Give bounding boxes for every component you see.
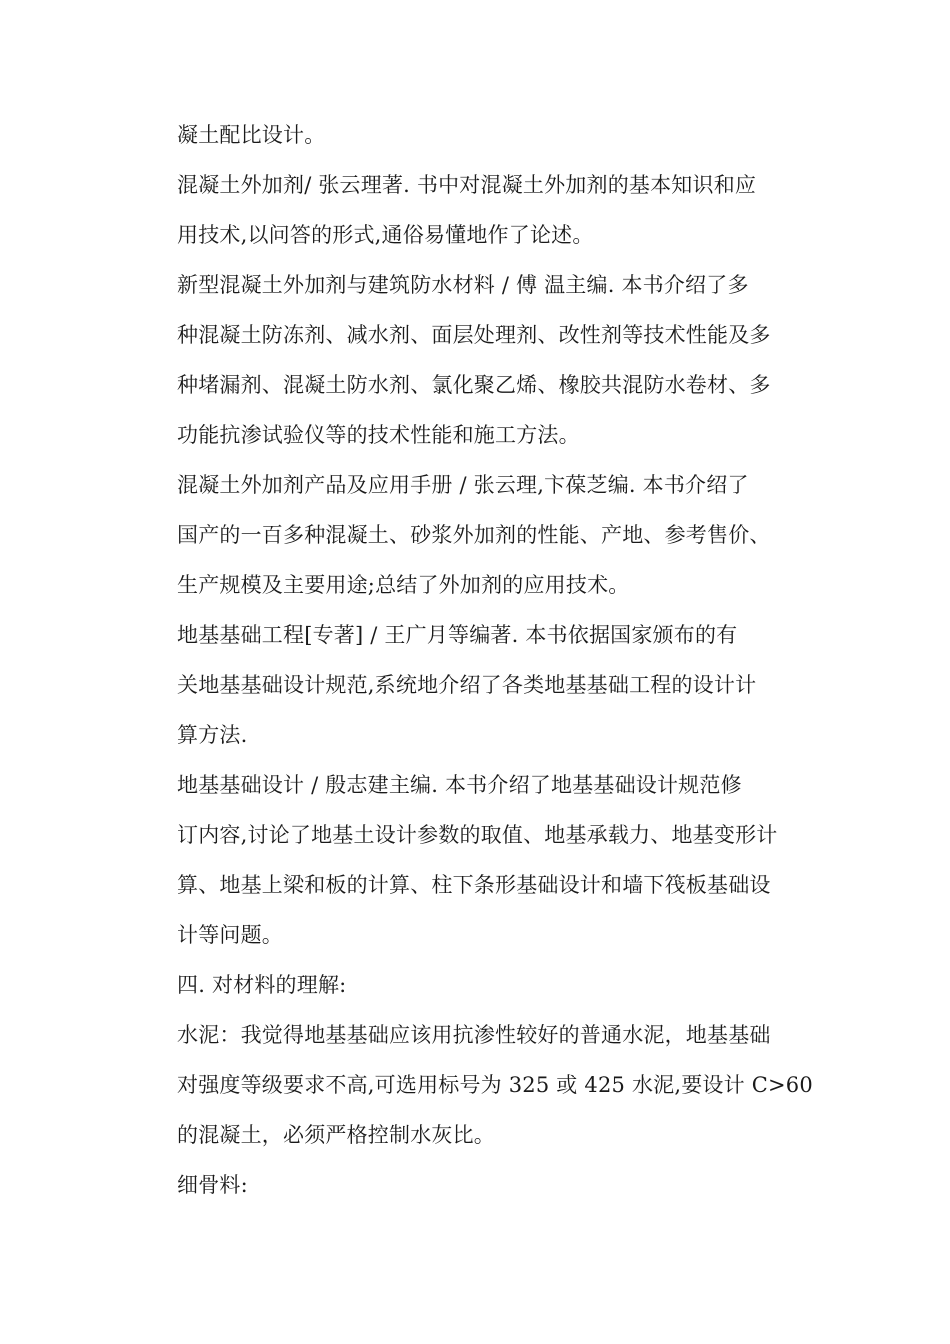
- text-line: 凝土配比设计。: [177, 123, 326, 147]
- text-line: 新型混凝土外加剂与建筑防水材料 / 傅 温主编. 本书介绍了多: [177, 273, 749, 297]
- text-line: 功能抗渗试验仪等的技术性能和施工方法。: [177, 423, 580, 447]
- text-line: 关地基基础设计规范,系统地介绍了各类地基基础工程的设计计: [177, 673, 757, 697]
- text-line: 用技术,以问答的形式,通俗易懂地作了论述。: [177, 223, 594, 247]
- text-line: 国产的一百多种混凝土、砂浆外加剂的性能、产地、参考售价、: [177, 523, 771, 547]
- text-line: 生产规模及主要用途;总结了外加剂的应用技术。: [177, 573, 630, 597]
- section-heading: 四. 对材料的理解:: [177, 973, 347, 997]
- text-line: 地基基础工程[专著] / 王广月等编著. 本书依据国家颁布的有: [177, 623, 738, 647]
- text-line: 种混凝土防冻剂、减水剂、面层处理剂、改性剂等技术性能及多: [177, 323, 771, 347]
- text-line: 算、地基上梁和板的计算、柱下条形基础设计和墙下筏板基础设: [177, 873, 771, 897]
- text-line: 混凝土外加剂产品及应用手册 / 张云理,卞葆芝编. 本书介绍了: [177, 473, 749, 497]
- text-line: 混凝土外加剂/ 张云理著. 书中对混凝土外加剂的基本知识和应: [177, 173, 757, 197]
- text-line: 的混凝土，必须严格控制水灰比。: [177, 1123, 495, 1147]
- text-line: 对强度等级要求不高,可选用标号为 325 或 425 水泥,要设计 C>60: [177, 1073, 813, 1097]
- text-line: 细骨料:: [177, 1173, 248, 1197]
- text-line: 计等问题。: [177, 923, 283, 947]
- text-line: 算方法.: [177, 723, 248, 747]
- text-line: 水泥：我觉得地基基础应该用抗渗性较好的普通水泥，地基基础: [177, 1023, 771, 1047]
- text-line: 订内容,讨论了地基土设计参数的取值、地基承载力、地基变形计: [177, 823, 778, 847]
- text-line: 种堵漏剂、混凝土防水剂、氯化聚乙烯、橡胶共混防水卷材、多: [177, 373, 771, 397]
- text-line: 地基基础设计 / 殷志建主编. 本书介绍了地基基础设计规范修: [177, 773, 742, 797]
